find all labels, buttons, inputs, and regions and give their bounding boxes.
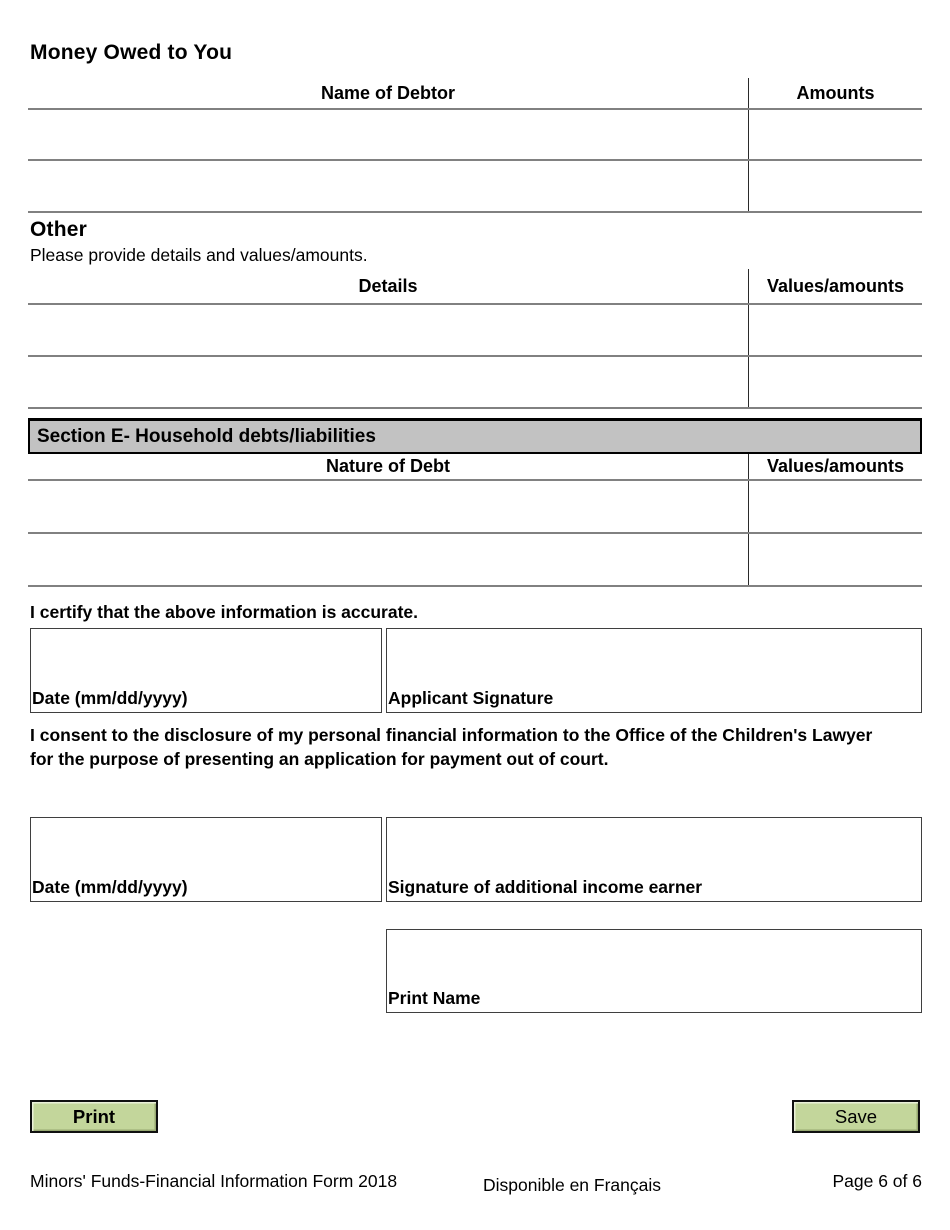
section-e-col1-header: Nature of Debt <box>325 456 450 476</box>
consent-statement: I consent to the disclosure of my personal financial information to the Office of the Children's Lawyer for the purpose of presenting an application for payment out of court. <box>30 725 873 769</box>
debtor-name-field[interactable] <box>28 161 748 211</box>
debt-amount-field[interactable] <box>748 534 922 585</box>
table-row <box>28 110 922 161</box>
section-e-col2-header: Values/amounts <box>748 454 922 479</box>
table-row <box>28 161 922 213</box>
table-row <box>28 305 922 357</box>
debt-nature-field[interactable] <box>28 481 748 532</box>
print-button-label: Print <box>72 1105 116 1127</box>
other-details-field[interactable] <box>28 357 748 407</box>
additional-earner-signature-field[interactable] <box>386 817 922 902</box>
certify-date-field[interactable] <box>30 628 382 713</box>
print-button[interactable] <box>30 1100 158 1133</box>
certify-date-label: Date (mm/dd/yyyy) <box>32 688 188 708</box>
consent-date-field[interactable] <box>30 817 382 902</box>
money-owed-col2-header: Amounts <box>748 78 922 108</box>
certify-statement: I certify that the above information is accurate. <box>30 602 419 622</box>
applicant-signature-field[interactable] <box>386 628 922 713</box>
other-amount-field[interactable] <box>748 305 922 355</box>
additional-earner-signature-label: Signature of additional income earner <box>388 877 703 897</box>
section-e-table <box>28 454 922 587</box>
section-e-title: Section E- Household debts/liabilities <box>37 425 376 447</box>
table-row <box>28 534 922 587</box>
money-owed-title: Money Owed to You <box>30 41 233 64</box>
debtor-name-field[interactable] <box>28 110 748 159</box>
other-amount-field[interactable] <box>748 357 922 407</box>
money-owed-col1-header: Name of Debtor <box>320 82 455 103</box>
footer-language-note: Disponible en Français <box>483 1175 662 1195</box>
other-col2-header: Values/amounts <box>748 269 922 303</box>
debt-nature-field[interactable] <box>28 534 748 585</box>
other-table <box>28 269 922 409</box>
save-button[interactable] <box>792 1100 920 1133</box>
footer-page-number: Page 6 of 6 <box>832 1171 922 1191</box>
print-name-label: Print Name <box>388 988 481 1008</box>
section-e-header <box>28 418 922 454</box>
money-owed-table <box>28 78 922 213</box>
other-details-field[interactable] <box>28 305 748 355</box>
applicant-signature-label: Applicant Signature <box>388 688 554 708</box>
consent-date-label: Date (mm/dd/yyyy) <box>32 877 188 897</box>
table-row <box>28 481 922 534</box>
debtor-amount-field[interactable] <box>748 110 922 159</box>
table-row <box>28 357 922 409</box>
other-title: Other <box>30 218 88 241</box>
other-instructions: Please provide details and values/amounts. <box>30 245 368 265</box>
debtor-amount-field[interactable] <box>748 161 922 211</box>
save-button-label: Save <box>834 1105 878 1127</box>
footer-form-name: Minors' Funds-Financial Information Form 2018 <box>30 1171 398 1191</box>
print-name-field[interactable] <box>386 929 922 1013</box>
other-col1-header: Details <box>358 275 418 296</box>
debt-amount-field[interactable] <box>748 481 922 532</box>
